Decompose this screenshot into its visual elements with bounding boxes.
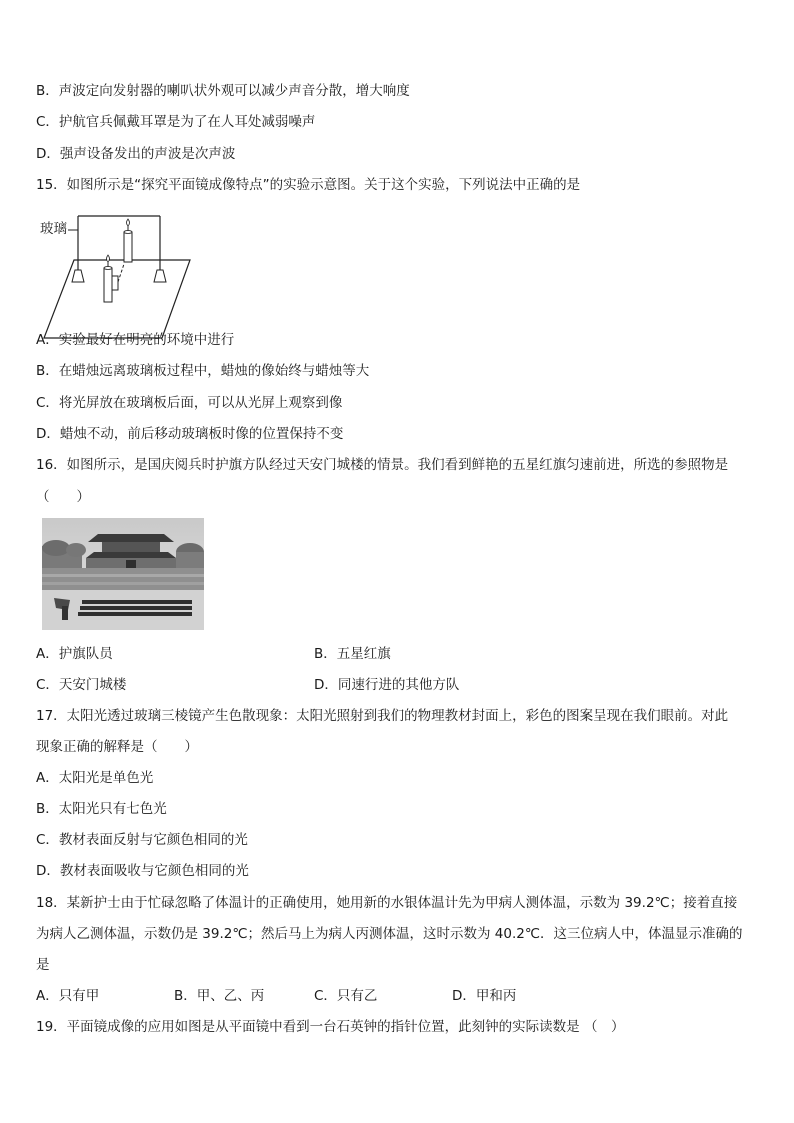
q15-option-d: D．蜡烛不动，前后移动玻璃板时像的位置保持不变	[36, 426, 344, 442]
tiananmen-parade-image	[42, 518, 204, 630]
q14-option-d: D．强声设备发出的声波是次声波	[36, 146, 236, 162]
q19-stem: 19．平面镜成像的应用如图是从平面镜中看到一台石英钟的指针位置，此刻钟的实际读数是 （ ）	[36, 1019, 625, 1035]
q17-stem-line2: 现象正确的解释是（ ）	[36, 739, 198, 755]
q16-stem: 16．如图所示，是国庆阅兵时护旗方队经过天安门城楼的情景。我们看到鲜艳的五星红旗匀速前进，所选的参照物是	[36, 457, 729, 473]
q18-option-b: B．甲、乙、丙	[174, 988, 265, 1004]
plane-mirror-figure	[38, 212, 198, 342]
q17-option-c: C．教材表面反射与它颜色相同的光	[36, 832, 248, 848]
q18-stem-line1: 18．某新护士由于忙碌忽略了体温计的正确使用，她用新的水银体温计先为甲病人测体温，示数为 39.2℃；接着直接	[36, 895, 738, 911]
q15-option-c: C．将光屏放在玻璃板后面，可以从光屏上观察到像	[36, 395, 343, 411]
q18-stem-line2: 为病人乙测体温，示数仍是 39.2℃；然后马上为病人丙测体温，这时示数为 40.2℃．这三位病人中，体温显示准确的	[36, 926, 743, 942]
mirror-experiment-diagram	[38, 212, 198, 342]
q16-option-b: B．五星红旗	[314, 646, 391, 662]
q17-option-b: B．太阳光只有七色光	[36, 801, 167, 817]
q15-stem: 15．如图所示是“探究平面镜成像特点”的实验示意图。关于这个实验，下列说法中正确的是	[36, 177, 581, 193]
q18-option-d: D．甲和丙	[452, 988, 517, 1004]
q16-option-d: D．同速行进的其他方队	[314, 677, 460, 693]
q14-option-b: B．声波定向发射器的喇叭状外观可以减少声音分散，增大响度	[36, 83, 410, 99]
q16-option-c: C．天安门城楼	[36, 677, 127, 693]
q17-stem-line1: 17．太阳光透过玻璃三棱镜产生色散现象：太阳光照射到我们的物理教材封面上，彩色的图案呈现在我们眼前。对此	[36, 708, 729, 724]
q17-option-d: D．教材表面吸收与它颜色相同的光	[36, 863, 249, 879]
q14-option-c: C．护航官兵佩戴耳罩是为了在人耳处减弱噪声	[36, 114, 316, 130]
glass-label: 玻璃	[40, 221, 67, 237]
q18-stem-line3: 是	[36, 957, 50, 973]
q16-paren: （ ）	[36, 489, 90, 505]
q15-option-b: B．在蜡烛远离玻璃板过程中，蜡烛的像始终与蜡烛等大	[36, 363, 370, 379]
parade-photo	[42, 518, 204, 630]
q17-option-a: A．太阳光是单色光	[36, 770, 154, 786]
q15-option-a: A．实验最好在明亮的环境中进行	[36, 332, 235, 348]
q18-option-c: C．只有乙	[314, 988, 378, 1004]
q18-option-a: A．只有甲	[36, 988, 100, 1004]
q16-option-a: A．护旗队员	[36, 646, 113, 662]
